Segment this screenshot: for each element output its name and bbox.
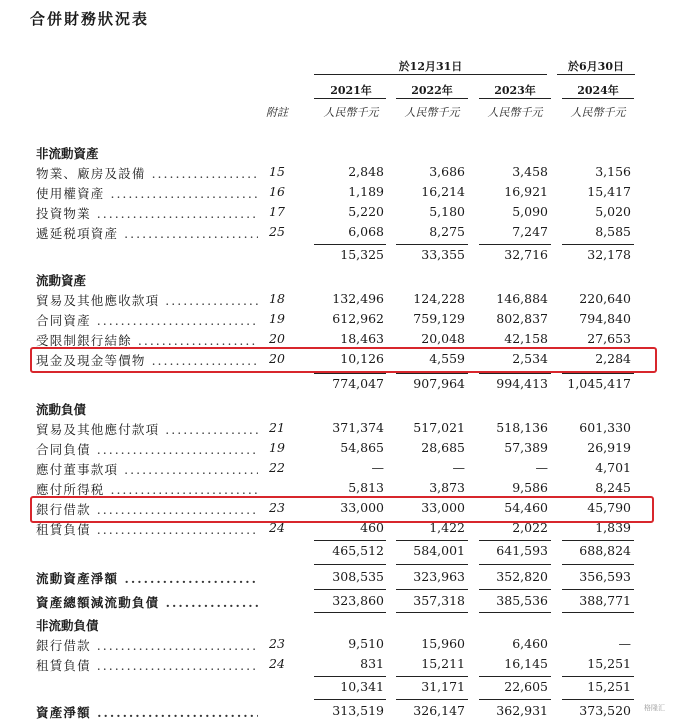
cell-2022: 3,686 bbox=[429, 164, 465, 179]
cell-2024: 15,417 bbox=[587, 184, 631, 199]
cell-2023: 16,145 bbox=[504, 656, 548, 671]
subtotal-rule bbox=[562, 564, 634, 565]
cell-2023: 7,247 bbox=[512, 224, 548, 239]
subtotal-rule bbox=[479, 589, 551, 590]
cell-2024: 8,245 bbox=[595, 480, 631, 495]
subtotal-rule bbox=[314, 540, 386, 541]
subtotal-rule bbox=[396, 244, 468, 245]
cell-2023: 2,022 bbox=[512, 520, 548, 535]
header-note-label: 附註 bbox=[266, 106, 288, 119]
cell-2024: 1,839 bbox=[595, 520, 631, 535]
cell-2022: 15,211 bbox=[421, 656, 465, 671]
cell-2021: 313,519 bbox=[332, 703, 384, 718]
cell-2024: 356,593 bbox=[579, 569, 631, 584]
cell-2023: 32,716 bbox=[504, 247, 548, 262]
cell-2022: 517,021 bbox=[413, 420, 465, 435]
cell-2022: 907,964 bbox=[413, 376, 465, 391]
cell-2023: 5,090 bbox=[512, 204, 548, 219]
subtotal-rule bbox=[479, 676, 551, 677]
cell-2024: 1,045,417 bbox=[567, 376, 631, 391]
header-rule-group2 bbox=[557, 74, 635, 75]
cell-2024: 8,585 bbox=[595, 224, 631, 239]
section-current-liabilities: 流動負債 bbox=[36, 402, 87, 417]
highlight-box-cash bbox=[30, 347, 657, 373]
cell-2022: 4,559 bbox=[429, 351, 465, 366]
cell-2021: 2,848 bbox=[348, 164, 384, 179]
row-label: 貿易及其他應付款項 ..... bbox=[36, 420, 258, 438]
subtotal-rule bbox=[314, 589, 386, 590]
subtotal-rule bbox=[314, 373, 386, 374]
cell-2023: 6,460 bbox=[512, 636, 548, 651]
cell-2023: 16,921 bbox=[504, 184, 548, 199]
cell-2022: 357,318 bbox=[413, 593, 465, 608]
subtotal-rule bbox=[396, 699, 468, 700]
header-year-2022: 2022年 bbox=[411, 84, 453, 97]
subtotal-row bbox=[0, 247, 683, 267]
cell-2023: 362,931 bbox=[496, 703, 548, 718]
cell-2023: 2,534 bbox=[512, 351, 548, 366]
cell-2024: 388,771 bbox=[579, 593, 631, 608]
table-row bbox=[0, 164, 683, 184]
cell-2021: 132,496 bbox=[332, 291, 384, 306]
subtotal-rule bbox=[314, 676, 386, 677]
table-row bbox=[0, 593, 683, 613]
cell-2021: 9,510 bbox=[348, 636, 384, 651]
year-rule bbox=[396, 98, 468, 99]
cell-2021: 10,341 bbox=[340, 679, 384, 694]
row-note: 15 bbox=[269, 164, 285, 179]
row-label: 遞延税項資產 ..... bbox=[36, 224, 258, 242]
row-label: 合同負債 ..... bbox=[36, 440, 258, 458]
table-row bbox=[0, 420, 683, 440]
table-row bbox=[0, 703, 683, 723]
row-label: 貿易及其他應收款項 ..... bbox=[36, 291, 258, 309]
subtotal-row bbox=[0, 543, 683, 563]
cell-2023: 3,458 bbox=[512, 164, 548, 179]
cell-2023: 54,460 bbox=[504, 500, 548, 515]
cell-2022: 15,960 bbox=[421, 636, 465, 651]
subtotal-rule bbox=[479, 612, 551, 613]
cell-2021: — bbox=[371, 460, 384, 475]
highlight-box-bank-borrowings bbox=[30, 496, 654, 523]
cell-2024: 794,840 bbox=[579, 311, 631, 326]
cell-2023: 641,593 bbox=[496, 543, 548, 558]
table-row bbox=[0, 291, 683, 311]
cell-2021: 308,535 bbox=[332, 569, 384, 584]
row-note: 23 bbox=[269, 636, 285, 651]
cell-2024: 32,178 bbox=[587, 247, 631, 262]
row-note: 20 bbox=[269, 351, 285, 366]
cell-2024: — bbox=[618, 636, 631, 651]
table-row bbox=[0, 460, 683, 480]
row-note: 22 bbox=[269, 460, 285, 475]
cell-2024: 45,790 bbox=[587, 500, 631, 515]
subtotal-rule bbox=[479, 244, 551, 245]
subtotal-rule bbox=[396, 564, 468, 565]
section-current-assets: 流動資產 bbox=[36, 273, 87, 288]
subtotal-rule bbox=[479, 373, 551, 374]
cell-2021: 5,813 bbox=[348, 480, 384, 495]
cell-2021: 465,512 bbox=[332, 543, 384, 558]
cell-2021: 371,374 bbox=[332, 420, 384, 435]
row-label: 合同資產 ..... bbox=[36, 311, 258, 329]
cell-2024: 26,919 bbox=[587, 440, 631, 455]
row-label: 應付董事款項 ..... bbox=[36, 460, 258, 478]
section-noncurrent-assets: 非流動資產 bbox=[36, 146, 99, 161]
row-label: 投資物業 ..... bbox=[36, 204, 258, 222]
subtotal-rule bbox=[314, 612, 386, 613]
subtotal-rule bbox=[562, 612, 634, 613]
table-row bbox=[0, 636, 683, 656]
row-note: 21 bbox=[269, 420, 285, 435]
row-label: 流動資產淨額 ..... bbox=[36, 569, 258, 587]
header-unit: 人民幣千元 bbox=[487, 106, 543, 119]
row-label: 受限制銀行結餘 ..... bbox=[36, 331, 258, 349]
header-unit: 人民幣千元 bbox=[570, 106, 626, 119]
cell-2021: 323,860 bbox=[332, 593, 384, 608]
header-rule-group1 bbox=[314, 74, 547, 75]
row-note: 19 bbox=[269, 440, 285, 455]
cell-2023: 22,605 bbox=[504, 679, 548, 694]
cell-2021: 774,047 bbox=[332, 376, 384, 391]
cell-2023: 518,136 bbox=[496, 420, 548, 435]
table-row bbox=[0, 440, 683, 460]
table-row bbox=[0, 204, 683, 224]
subtotal-rule bbox=[562, 699, 634, 700]
table-row bbox=[0, 184, 683, 204]
row-label: 現金及現金等價物 ..... bbox=[36, 351, 258, 369]
section-noncurrent-liabilities: 非流動負債 bbox=[36, 618, 99, 633]
row-note: 18 bbox=[269, 291, 285, 306]
cell-2023: — bbox=[535, 460, 548, 475]
subtotal-rule bbox=[479, 699, 551, 700]
cell-2021: 6,068 bbox=[348, 224, 384, 239]
row-note: 24 bbox=[269, 656, 285, 671]
subtotal-rule bbox=[396, 589, 468, 590]
subtotal-rule bbox=[314, 699, 386, 700]
table-row bbox=[0, 569, 683, 589]
cell-2022: 33,000 bbox=[421, 500, 465, 515]
cell-2022: 28,685 bbox=[421, 440, 465, 455]
subtotal-rule bbox=[479, 564, 551, 565]
cell-2023: 802,837 bbox=[496, 311, 548, 326]
cell-2021: 460 bbox=[360, 520, 384, 535]
subtotal-rule bbox=[396, 373, 468, 374]
cell-2022: 20,048 bbox=[421, 331, 465, 346]
cell-2021: 15,325 bbox=[340, 247, 384, 262]
year-rule bbox=[479, 98, 551, 99]
cell-2021: 54,865 bbox=[340, 440, 384, 455]
row-note: 19 bbox=[269, 311, 285, 326]
cell-2022: 323,963 bbox=[413, 569, 465, 584]
cell-2023: 57,389 bbox=[504, 440, 548, 455]
cell-2024: 2,284 bbox=[595, 351, 631, 366]
row-note: 25 bbox=[269, 224, 285, 239]
cell-2022: 33,355 bbox=[421, 247, 465, 262]
cell-2021: 1,189 bbox=[348, 184, 384, 199]
cell-2024: 220,640 bbox=[579, 291, 631, 306]
table-row bbox=[0, 520, 683, 540]
subtotal-rule bbox=[479, 540, 551, 541]
cell-2024: 27,653 bbox=[587, 331, 631, 346]
cell-2024: 15,251 bbox=[587, 679, 631, 694]
cell-2024: 15,251 bbox=[587, 656, 631, 671]
cell-2022: 584,001 bbox=[413, 543, 465, 558]
table-row bbox=[0, 311, 683, 331]
cell-2024: 3,156 bbox=[595, 164, 631, 179]
subtotal-row bbox=[0, 376, 683, 396]
cell-2022: 3,873 bbox=[429, 480, 465, 495]
cell-2021: 612,962 bbox=[332, 311, 384, 326]
subtotal-rule bbox=[314, 564, 386, 565]
cell-2022: 759,129 bbox=[413, 311, 465, 326]
subtotal-rule bbox=[562, 373, 634, 374]
cell-2021: 10,126 bbox=[340, 351, 384, 366]
header-year-2021: 2021年 bbox=[330, 84, 372, 97]
cell-2024: 688,824 bbox=[579, 543, 631, 558]
cell-2024: 4,701 bbox=[595, 460, 631, 475]
subtotal-rule bbox=[562, 540, 634, 541]
header-group-jun30: 於6月30日 bbox=[568, 60, 624, 73]
row-label: 使用權資產 ..... bbox=[36, 184, 258, 202]
cell-2022: 5,180 bbox=[429, 204, 465, 219]
cell-2021: 5,220 bbox=[348, 204, 384, 219]
subtotal-rule bbox=[562, 676, 634, 677]
cell-2022: 31,171 bbox=[421, 679, 465, 694]
row-note: 17 bbox=[269, 204, 285, 219]
row-label: 租賃負債 ..... bbox=[36, 656, 258, 674]
cell-2022: 326,147 bbox=[413, 703, 465, 718]
subtotal-rule bbox=[562, 589, 634, 590]
cell-2022: — bbox=[452, 460, 465, 475]
cell-2021: 831 bbox=[360, 656, 384, 671]
row-label: 銀行借款 ..... bbox=[36, 500, 258, 518]
header-unit: 人民幣千元 bbox=[323, 106, 379, 119]
row-label: 應付所得税 ..... bbox=[36, 480, 258, 498]
row-label: 資產淨額 ..... bbox=[36, 703, 258, 721]
table-row bbox=[0, 224, 683, 244]
watermark-logo: 格隆汇 bbox=[644, 704, 665, 712]
row-note: 16 bbox=[269, 184, 285, 199]
row-note: 23 bbox=[269, 500, 285, 515]
cell-2024: 601,330 bbox=[579, 420, 631, 435]
cell-2024: 5,020 bbox=[595, 204, 631, 219]
year-rule bbox=[562, 98, 634, 99]
cell-2023: 352,820 bbox=[496, 569, 548, 584]
year-rule bbox=[314, 98, 386, 99]
cell-2021: 33,000 bbox=[340, 500, 384, 515]
row-note: 20 bbox=[269, 331, 285, 346]
header-group-dec31: 於12月31日 bbox=[398, 60, 463, 73]
subtotal-rule bbox=[396, 676, 468, 677]
row-label: 租賃負債 ..... bbox=[36, 520, 258, 538]
cell-2021: 18,463 bbox=[340, 331, 384, 346]
header-year-2024: 2024年 bbox=[577, 84, 619, 97]
cell-2023: 385,536 bbox=[496, 593, 548, 608]
cell-2023: 994,413 bbox=[496, 376, 548, 391]
cell-2022: 16,214 bbox=[421, 184, 465, 199]
table-row bbox=[0, 656, 683, 676]
row-note: 24 bbox=[269, 520, 285, 535]
cell-2024: 373,520 bbox=[579, 703, 631, 718]
cell-2022: 124,228 bbox=[413, 291, 465, 306]
cell-2023: 146,884 bbox=[496, 291, 548, 306]
row-label: 銀行借款 ..... bbox=[36, 636, 258, 654]
subtotal-rule bbox=[396, 612, 468, 613]
row-label: 資產總額減流動負債 ..... bbox=[36, 593, 258, 611]
header-unit: 人民幣千元 bbox=[404, 106, 460, 119]
cell-2023: 42,158 bbox=[504, 331, 548, 346]
subtotal-row bbox=[0, 679, 683, 699]
page-title: 合併財務狀況表 bbox=[30, 10, 150, 28]
header-year-2023: 2023年 bbox=[494, 84, 536, 97]
cell-2022: 1,422 bbox=[429, 520, 465, 535]
subtotal-rule bbox=[314, 244, 386, 245]
row-label: 物業、廠房及設備 ..... bbox=[36, 164, 258, 182]
cell-2022: 8,275 bbox=[429, 224, 465, 239]
subtotal-rule bbox=[562, 244, 634, 245]
subtotal-rule bbox=[396, 540, 468, 541]
cell-2023: 9,586 bbox=[512, 480, 548, 495]
